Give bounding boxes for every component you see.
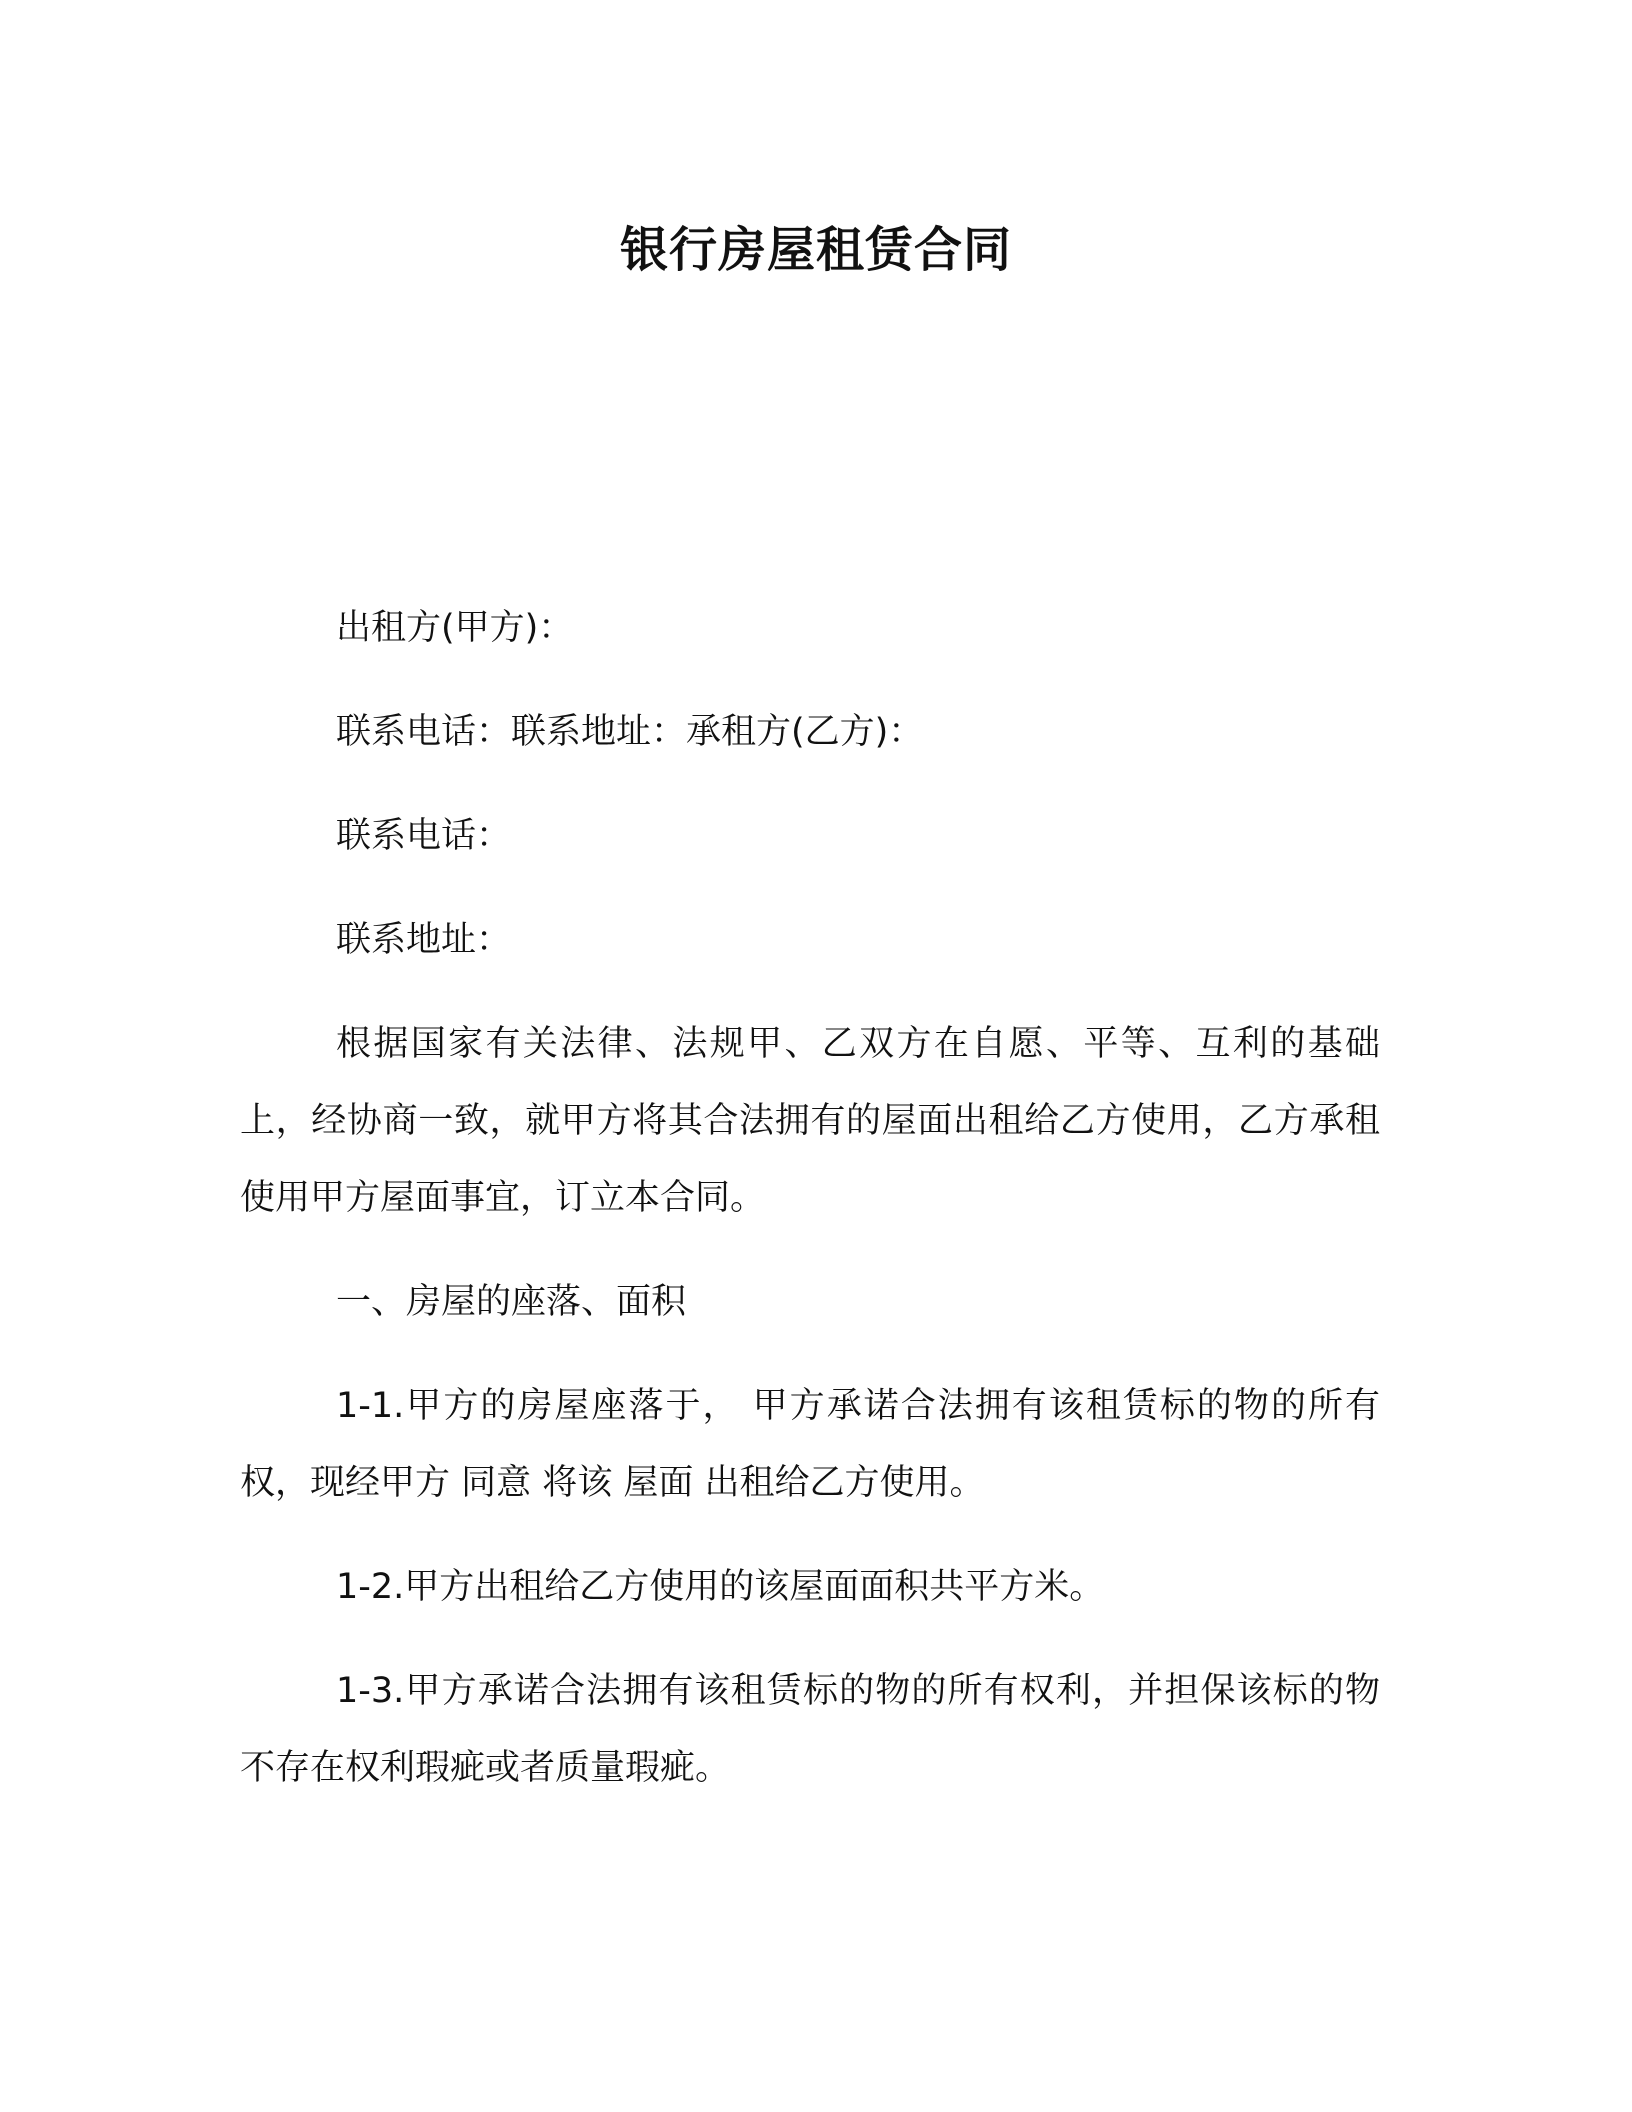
- clause-1-1: 1-1.甲方的房屋座落于， 甲方承诺合法拥有该租赁标的物的所有权，现经甲方 同意 将该 屋面 出租给乙方使用。: [240, 1386, 1380, 1503]
- document-title: 银行房屋租赁合同: [619, 222, 1012, 278]
- paragraph-lessee-phone: 联系电话：: [336, 816, 512, 856]
- paragraph-lessee-address: 联系地址：: [336, 920, 512, 960]
- clause-1-2: 1-2.甲方出租给乙方使用的该屋面面积共平方米。: [336, 1567, 1105, 1607]
- paragraph-lessor-contact: 联系电话：联系地址：承租方(乙方)：: [336, 712, 924, 752]
- paragraph-lessor: 出租方(甲方)：: [336, 608, 574, 648]
- paragraph-preamble: 根据国家有关法律、法规甲、乙双方在自愿、平等、互利的基础上，经协商一致，就甲方将其合法拥有的屋面出租给乙方使用，乙方承租使用甲方屋面事宜，订立本合同。: [240, 1024, 1380, 1218]
- clause-1-3: 1-3.甲方承诺合法拥有该租赁标的物的所有权利，并担保该标的物不存在权利瑕疵或者质量瑕疵。: [240, 1671, 1380, 1788]
- section-heading-1: 一、房屋的座落、面积: [336, 1282, 687, 1322]
- document-body: [240, 590, 1380, 1834]
